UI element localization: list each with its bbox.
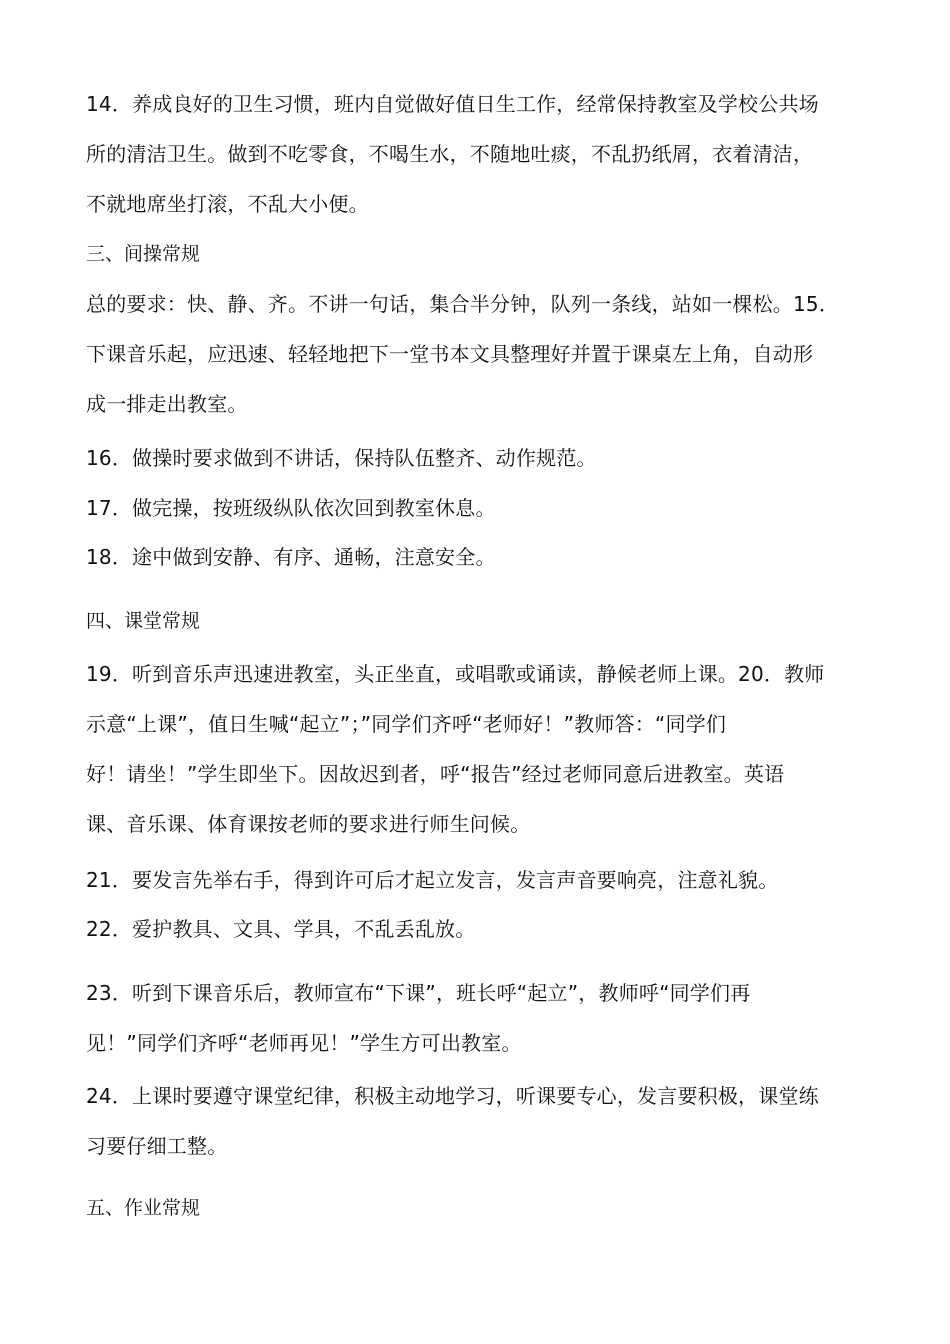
item-17: 17．做完操，按班级纵队依次回到教室休息。 (86, 496, 496, 520)
section-4-heading: 四、课堂常规 (86, 610, 201, 632)
item-22: 22．爱护教具、文具、学具，不乱丢乱放。 (86, 917, 476, 941)
item-14-line-1: 14．养成良好的卫生习惯，班内自觉做好值日生工作，经常保持教室及学校公共场 (86, 92, 819, 116)
item-24-line-1: 24．上课时要遵守课堂纪律，积极主动地学习，听课要专心，发言要积极，课堂练 (86, 1084, 819, 1108)
section-3-line-3: 成一排走出教室。 (86, 392, 248, 416)
section-4-line-1: 19．听到音乐声迅速进教室，头正坐直，或唱歌或诵读，静候老师上课。20．教师 (86, 662, 825, 686)
section-5-heading: 五、作业常规 (86, 1197, 201, 1219)
item-24-line-2: 习要仔细工整。 (86, 1134, 228, 1158)
item-23-line-1: 23．听到下课音乐后，教师宣布“下课”，班长呼“起立”，教师呼“同学们再 (86, 981, 751, 1005)
item-16: 16．做操时要求做到不讲话，保持队伍整齐、动作规范。 (86, 446, 597, 470)
section-4-line-2: 示意“上课”，值日生喊“起立”；”同学们齐呼“老师好！”教师答：“同学们 (86, 712, 727, 736)
section-3-line-2: 下课音乐起，应迅速、轻轻地把下一堂书本文具整理好并置于课桌左上角，自动形 (86, 342, 814, 366)
item-14-line-2: 所的清洁卫生。做到不吃零食，不喝生水，不随地吐痰，不乱扔纸屑，衣着清洁， (86, 142, 814, 166)
item-21: 21．要发言先举右手，得到许可后才起立发言，发言声音要响亮，注意礼貌。 (86, 868, 779, 892)
item-18: 18．途中做到安静、有序、通畅，注意安全。 (86, 545, 496, 569)
section-3-heading: 三、间操常规 (86, 243, 201, 265)
section-3-line-1: 总的要求：快、静、齐。不讲一句话，集合半分钟，队列一条线，站如一棵松。15． (86, 292, 840, 316)
item-14-line-3: 不就地席坐打滚，不乱大小便。 (86, 192, 369, 216)
section-4-line-3: 好！请坐！”学生即坐下。因故迟到者，呼“报告”经过老师同意后进教室。英语 (86, 762, 785, 786)
item-23-line-2: 见！”同学们齐呼“老师再见！”学生方可出教室。 (86, 1031, 522, 1055)
section-4-line-4: 课、音乐课、体育课按老师的要求进行师生问候。 (86, 812, 531, 836)
